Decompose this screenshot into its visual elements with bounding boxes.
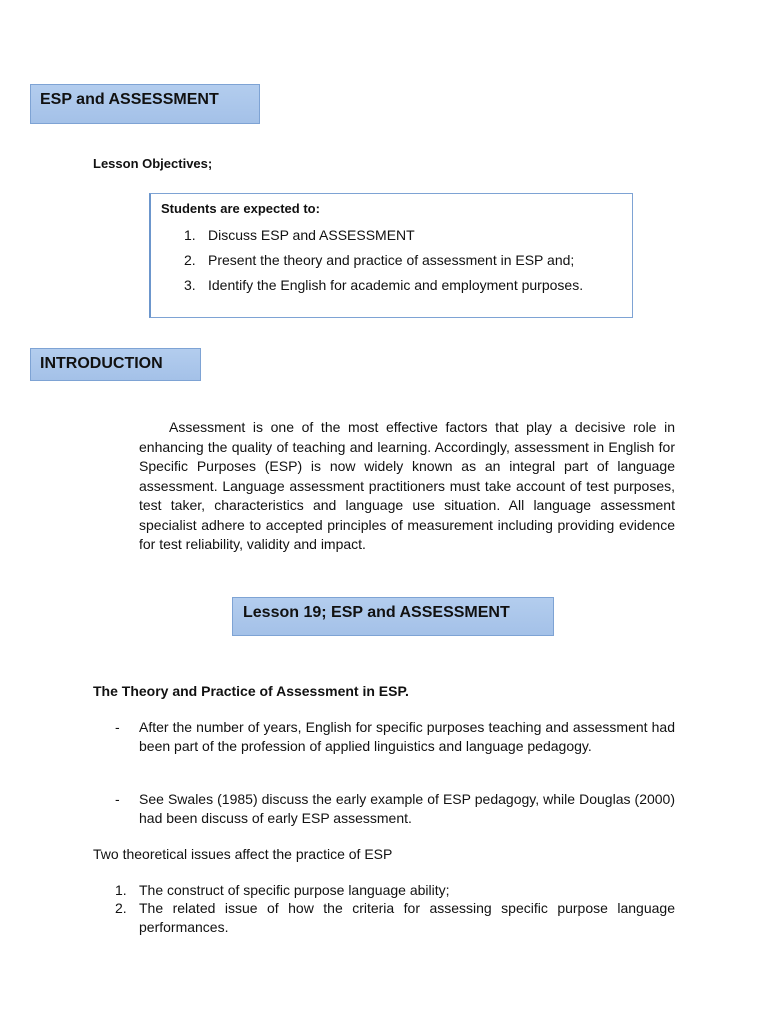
bullet-item [115, 790, 675, 827]
two-issues-intro: Two theoretical issues affect the practice of ESP [93, 846, 393, 862]
objective-item [184, 252, 574, 268]
theory-practice-title: The Theory and Practice of Assessment in ESP. [93, 683, 409, 699]
issue-item [115, 881, 675, 900]
objective-number: 2. [184, 252, 196, 268]
issue-text: The related issue of how the criteria for assessing specific purpose language performances. [139, 900, 675, 935]
section-header-lesson-19: Lesson 19; ESP and ASSESSMENT [232, 597, 554, 636]
objective-text: Present the theory and practice of assessment in ESP and; [208, 252, 575, 268]
section-header-introduction: INTRODUCTION [30, 348, 201, 381]
issue-text: The construct of specific purpose language ability; [139, 882, 450, 898]
bullet-item [115, 718, 675, 755]
objectives-box [149, 193, 633, 318]
introduction-paragraph [139, 418, 675, 555]
objective-text: Discuss ESP and ASSESSMENT [208, 227, 415, 243]
bullet-dash: - [115, 791, 120, 807]
introduction-text: Assessment is one of the most effective factors that play a decisive role in enhancing the quality of teaching and learning. Accordingly, assessment in English for Specific Purposes (ESP) is now widely known as an integral part of language assessment. Language assessment practitioners must take account of test purposes, test taker, characteristics and language use situation. All language assessment specialist adhere to accepted principles of measurement including providing evidence for test reliability, validity and impact. [139, 419, 675, 552]
issue-number: 1. [115, 882, 127, 898]
lesson-objectives-label: Lesson Objectives; [93, 156, 213, 171]
section-header-esp-assessment: ESP and ASSESSMENT [30, 84, 260, 124]
objective-item [184, 277, 583, 293]
objective-number: 3. [184, 277, 196, 293]
objective-text: Identify the English for academic and employment purposes. [208, 277, 584, 293]
objective-number: 1. [184, 227, 196, 243]
objective-item [184, 227, 415, 243]
issue-item [115, 899, 675, 936]
bullet-dash: - [115, 719, 120, 735]
bullet-text: See Swales (1985) discuss the early example of ESP pedagogy, while Douglas (2000) had been discuss of early ESP assessment. [139, 791, 675, 826]
objectives-box-title: Students are expected to: [161, 201, 320, 216]
bullet-text: After the number of years, English for specific purposes teaching and assessment had been part of the profession of applied linguistics and language pedagogy. [139, 719, 675, 754]
issue-number: 2. [115, 900, 127, 916]
